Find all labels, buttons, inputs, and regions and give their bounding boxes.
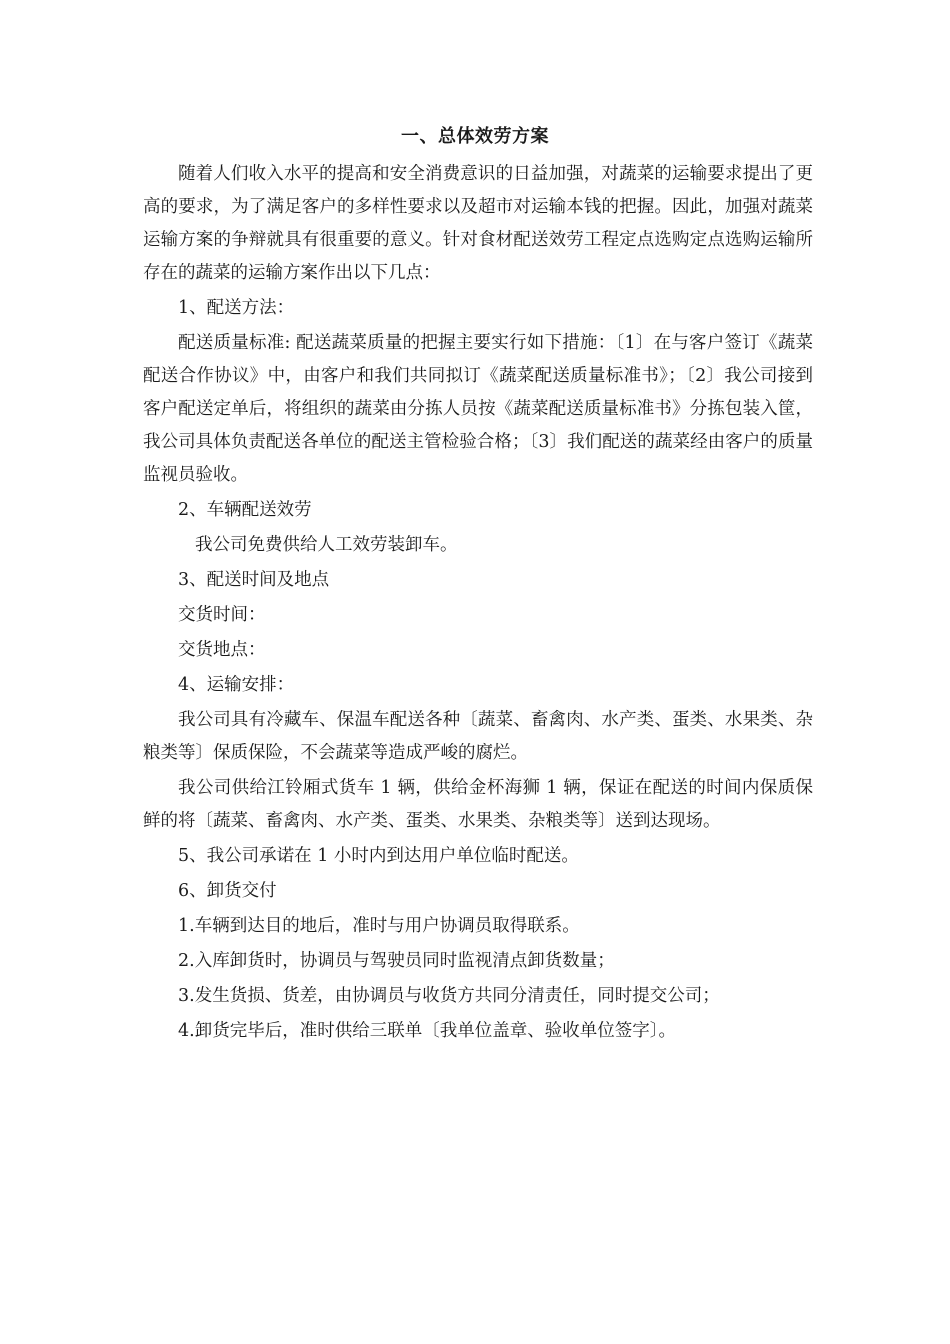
page-title: 一、总体效劳方案 [401, 126, 549, 147]
transport-vehicles-paragraph: 我公司具有冷藏车、保温车配送各种〔蔬菜、畜禽肉、水产类、蛋类、水果类、杂粮类等〕保质保险，不会蔬菜等造成严峻的腐烂。 [143, 710, 813, 763]
document-body [143, 158, 813, 1048]
transport-trucks-paragraph: 我公司供给江铃厢式货车 1 辆，供给金杯海狮 1 辆，保证在配送的时间内保质保鲜的将〔蔬菜、畜禽肉、水产类、蛋类、水果类、杂粮类等〕送到达现场。 [143, 778, 813, 831]
unloading-step-2: 2.入库卸货时，协调员与驾驶员同时监视清点卸货数量； [178, 951, 615, 971]
unloading-step-3: 3.发生货损、货差，由协调员与收货方共同分清责任，同时提交公司； [178, 986, 720, 1006]
section-heading-unloading: 6、卸货交付 [178, 881, 277, 901]
unloading-step-1: 1.车辆到达目的地后，准时与用户协调员取得联系。 [178, 916, 580, 936]
section-heading-transport: 4、运输安排： [178, 675, 295, 695]
quality-standard-paragraph: 配送质量标准: 配送蔬菜质量的把握主要实行如下措施：〔1〕在与客户签订《蔬菜配送合作协议》中，由客户和我们共同拟订《蔬菜配送质量标准书》；〔2〕我公司接到客户配送定单后，将组织的蔬菜由分拣人员按《蔬菜配送质量标准书》分拣包装入筐，我公司具体负责配送各单位的配送主管检验合格；〔3〕我们配送的蔬菜经由客户的质量监视员验收。 [143, 333, 813, 485]
section-heading-time-place: 3、配送时间及地点 [178, 570, 330, 590]
section-heading-vehicle-service: 2、车辆配送效劳 [178, 500, 312, 520]
section-heading-delivery-method: 1、配送方法： [178, 298, 295, 318]
delivery-place-line: 交货地点： [178, 640, 266, 660]
vehicle-service-paragraph: 我公司免费供给人工效劳装卸车。 [195, 535, 458, 555]
unloading-step-4: 4.卸货完毕后，准时供给三联单〔我单位盖章、验收单位签字〕。 [178, 1021, 676, 1041]
delivery-time-line: 交货时间： [178, 605, 266, 625]
section-commitment: 5、我公司承诺在 1 小时内到达用户单位临时配送。 [178, 846, 579, 866]
intro-paragraph: 随着人们收入水平的提高和安全消费意识的日益加强，对蔬菜的运输要求提出了更高的要求，为了满足客户的多样性要求以及超市对运输本钱的把握。因此，加强对蔬菜运输方案的争辩就具有很重要的意义。针对食材配送效劳工程定点选购定点选购运输所存在的蔬菜的运输方案作出以下几点： [143, 164, 813, 283]
